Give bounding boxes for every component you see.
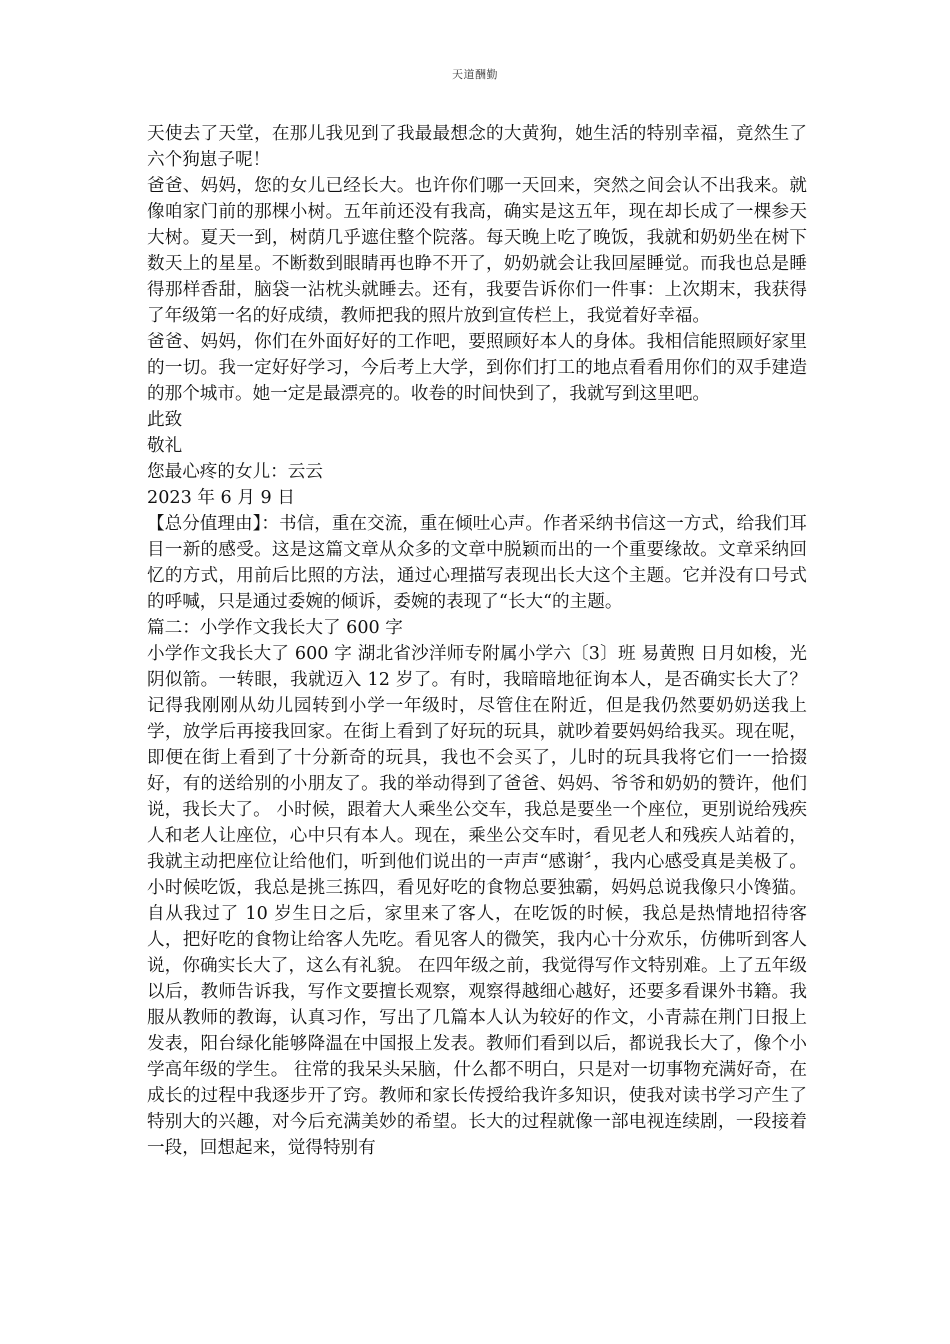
- paragraph-grown-up: 爸爸、妈妈，您的女儿已经长大。也许你们哪一天回来，突然之间会认不出我来。就像咱家门前的那棵小树。五年前还没有我高，确实是这五年，现在却长成了一棵参天大树。夏天一到，树荫几乎遮住整个院落。每天晚上吃了晚饭，我就和奶奶坐在树下数天上的星星。不断数到眼睛再也睁不开了，奶奶就会让我回屋睡觉。而我也总是睡得那样香甜，脑袋一沾枕头就睡去。还有，我要告诉你们一件事：上次期末，我获得了年级第一名的好成绩，教师把我的照片放到宣传栏上，我觉着好幸福。: [147, 176, 807, 326]
- essay-part-two-body: 小学作文我长大了 600 字 湖北省沙洋师专附属小学六〔3〕班 易黄煦 日月如梭，光阴似箭。一转眼，我就迈入 12 岁了。有时，我暗暗地征询本人，是否确实长大了？ 记得我刚刚从幼儿园转到小学一年级时，尽管住在附近，但是我仍然要奶奶送我上学，放学后再接我回家。在街上看到了好玩的玩具，就吵着要妈妈给我买。现在呢，即便在街上看到了十分新奇的玩具，我也不会买了，儿时的玩具我将它们一一拾掇好，有的送给别的小朋友了。我的举动得到了爸爸、妈妈、爷爷和奶奶的赞许，他们说，我长大了。 小时候，跟着大人乘坐公交车，我总是要坐一个座位，更别说给残疾人和老人让座位，心中只有本人。现在，乘坐公交车时，看见老人和残疾人站着的，我就主动把座位让给他们，听到他们说出的一声声“感谢〞，我内心感受真是美极了。 小时候吃饭，我总是挑三拣四，看见好吃的食物总要独霸，妈妈总说我像只小馋猫。自从我过了 10 岁生日之后，家里来了客人，在吃饭的时候，我总是热情地招待客人，把好吃的食物让给客人先吃。看见客人的微笑，我内心十分欢乐，仿佛听到客人说，你确实长大了，这么有礼貌。 在四年级之前，我觉得写作文特别难。上了五年级以后，教师告诉我，写作文要擅长观察，观察得越细心越好，还要多看课外书籍。我服从教师的教诲，认真习作，写出了几篇本人认为较好的作文，小青蒜在荆门日报上发表，阳台绿化能够降温在中国报上发表。教师们看到以后，都说我长大了，像个小学高年级的学生。 往常的我呆头呆脑，什么都不明白，只是对一切事物充满好奇，在成长的过程中我逐步开了窍。教师和家长传授给我许多知识，使我对读书学习产生了特别大的兴趣，对今后充满美妙的希望。长大的过程就像一部电视连续剧，一段接着一段，回想起来，觉得特别有: [147, 644, 807, 1158]
- paragraph-heaven: 天使去了天堂，在那儿我见到了我最最想念的大黄狗，她生活的特别幸福，竟然生了六个狗崽子呢！: [147, 124, 807, 170]
- paragraph-closing-wishes: 爸爸、妈妈，你们在外面好好的工作吧，要照顾好本人的身体。我相信能照顾好家里的一切。我一定好好学习，今后考上大学，到你们打工的地点看看用你们的双手建造的那个城市。她一定是最漂亮的。收卷的时间快到了，我就写到这里吧。: [147, 332, 807, 404]
- letter-signature: 您最心疼的女儿：云云: [147, 462, 323, 482]
- page-header: 天道酬勤: [452, 68, 498, 81]
- section-title-part-two: 篇二：小学作文我长大了 600 字: [147, 618, 403, 638]
- salutation-jingli: 敬礼: [147, 436, 183, 456]
- letter-date: 2023 年 6 月 9 日: [147, 488, 295, 508]
- score-reason-paragraph: 【总分值理由】：书信，重在交流，重在倾吐心声。作者采纳书信这一方式，给我们耳目一新的感受。这是这篇文章从众多的文章中脱颖而出的一个重要缘故。文章采纳回忆的方式，用前后比照的方法，通过心理描写表现出长大这个主题。它并没有口号式的呼喊，只是通过委婉的倾诉，委婉的表现了“长大“的主题。: [147, 514, 807, 612]
- salutation-cizhi: 此致: [147, 410, 183, 430]
- document-body: [147, 121, 807, 1161]
